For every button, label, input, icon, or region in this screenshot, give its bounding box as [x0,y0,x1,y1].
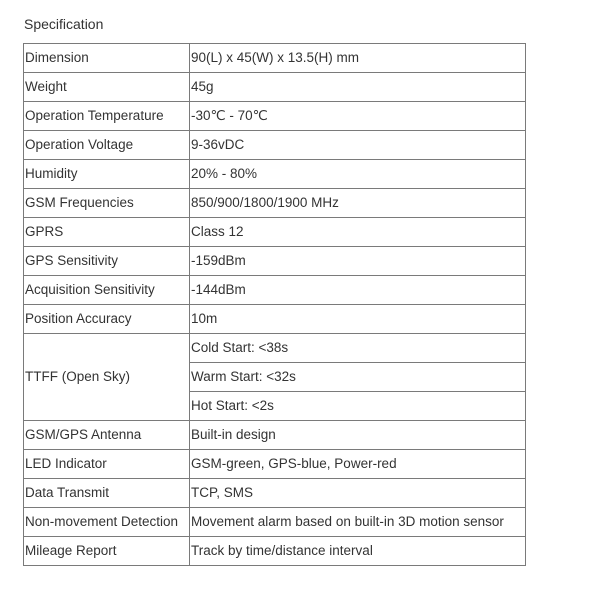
spec-label-cell: Operation Voltage [24,131,190,160]
spec-label-cell: Position Accuracy [24,305,190,334]
spec-value-cell: 10m [190,305,526,334]
spec-value-cell: Movement alarm based on built-in 3D motion sensor [190,508,526,537]
spec-value-cell: 20% - 80% [190,160,526,189]
spec-label-cell: Acquisition Sensitivity [24,276,190,305]
spec-value-cell: Built-in design [190,421,526,450]
spec-label-cell: GSM/GPS Antenna [24,421,190,450]
spec-label-cell: LED Indicator [24,450,190,479]
page-title: Specification [24,16,104,32]
spec-label-cell: Operation Temperature [24,102,190,131]
table-row [24,334,526,363]
table-row [24,44,526,73]
spec-label-cell: Non-movement Detection [24,508,190,537]
table-row [24,247,526,276]
spec-label-cell: TTFF (Open Sky) [24,334,190,421]
table-row [24,218,526,247]
spec-label-cell: Dimension [24,44,190,73]
spec-value-cell: Hot Start: <2s [190,392,526,421]
spec-value-cell: 9-36vDC [190,131,526,160]
table-row [24,160,526,189]
specification-table-body [24,44,526,566]
table-row [24,305,526,334]
spec-value-cell: 45g [190,73,526,102]
table-row [24,189,526,218]
table-row [24,479,526,508]
spec-value-cell: Track by time/distance interval [190,537,526,566]
table-row [24,508,526,537]
spec-label-cell: Humidity [24,160,190,189]
spec-label-cell: GSM Frequencies [24,189,190,218]
table-row [24,73,526,102]
spec-value-cell: 90(L) x 45(W) x 13.5(H) mm [190,44,526,73]
spec-label-cell: Weight [24,73,190,102]
spec-label-cell: GPRS [24,218,190,247]
spec-value-cell: Cold Start: <38s [190,334,526,363]
spec-value-cell: -144dBm [190,276,526,305]
spec-value-cell: -30℃ - 70℃ [190,102,526,131]
spec-label-cell: GPS Sensitivity [24,247,190,276]
spec-label-cell: Mileage Report [24,537,190,566]
table-row [24,450,526,479]
spec-value-cell: -159dBm [190,247,526,276]
table-row [24,102,526,131]
spec-label-cell: Data Transmit [24,479,190,508]
table-row [24,421,526,450]
table-row [24,131,526,160]
table-row [24,276,526,305]
spec-value-cell: TCP, SMS [190,479,526,508]
spec-value-cell: 850/900/1800/1900 MHz [190,189,526,218]
spec-value-cell: Class 12 [190,218,526,247]
specification-table [23,43,526,566]
spec-value-cell: Warm Start: <32s [190,363,526,392]
table-row [24,537,526,566]
spec-value-cell: GSM-green, GPS-blue, Power-red [190,450,526,479]
